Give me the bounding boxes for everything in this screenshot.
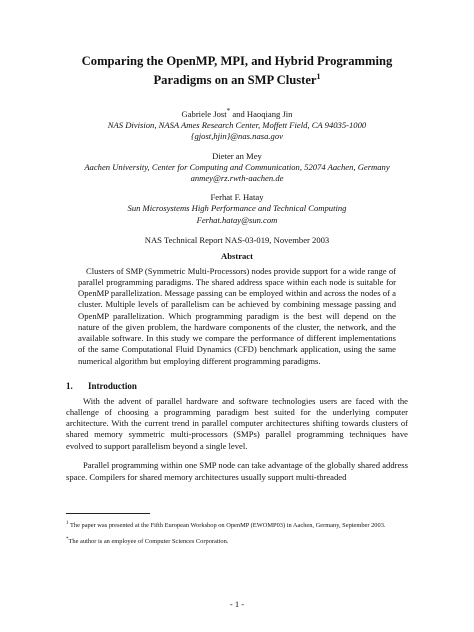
author-footnote-mark: * [226,107,231,116]
body-paragraph: With the advent of parallel hardware and software technologies users are faced with the challenge of choosing a programming paradigm best suited for the underlying computer architecture. With the current trend in parallel computer architectures shifting towards clusters of shared memory symmetric multi-processors (SMPs) parallel programming techniques have evolved to support parallelism beyond a single level. [66,395,408,451]
footnote-mark: 1 [66,520,69,526]
paper-title [66,0,408,88]
title-line-2: Paradigms on an SMP Cluster [153,73,317,88]
report-number: NAS Technical Report NAS-03-019, November 2003 [144,234,330,245]
author-email: Ferhat.hatay@sun.com [196,214,278,225]
author-email: {gjost,hjin}@nas.nasa.gov [191,131,283,142]
author-block [66,192,408,226]
footnote-mark: * [66,537,69,543]
author-block [66,106,408,142]
abstract-text: Clusters of SMP (Symmetric Multi-Processors) nodes provide support for a wide range of parallel programming paradigms. The shared address space within each node is suitable for OpenMP parallelization. Message passing can be employed within and across the nodes of a cluster. Multiple levels of parallelism can be achieved by combining message passing and OpenMP parallelization. Which programming paradigm is the best will depend on the nature of the given problem, the hardware components of the cluster, the network, and the available software. In this study we compare the performance of different implementations of the same Computational Fluid Dynamics (CFD) benchmark application, using the same numerical algorithm but employing different programming paradigms. [78,265,396,366]
author-affiliation: NAS Division, NASA Ames Research Center, Moffett Field, CA 94035-1000 [107,120,367,131]
author-names [66,106,408,120]
footnote-text: The author is an employee of Computer Sciences Corporation. [68,538,229,546]
page-number: - 1 - [229,599,245,609]
author-name: Gabriele Jost [181,109,227,120]
author-name: Ferhat F. Hatay [210,192,264,203]
author-block [66,151,408,185]
title-line-1: Comparing the OpenMP, MPI, and Hybrid Programming [81,54,393,68]
abstract-heading: Abstract [221,250,253,261]
author-name: and Haoqiang Jin [230,109,293,120]
author-name: Dieter an Mey [212,150,262,161]
section-title: Introduction [88,380,137,391]
section-number: 1. [66,380,73,391]
author-affiliation: Sun Microsystems High Performance and Technical Computing [127,203,347,214]
body-paragraph: Parallel programming within one SMP node can take advantage of the globally shared address space. Compilers for shared memory architectures usually support multi-threaded [66,460,408,482]
author-list [66,106,408,226]
author-email: anmey@rz.rwth-aachen.de [190,173,284,184]
footnote-text: The paper was presented at the Fifth European Workshop on OpenMP (EWOMP03) in Aachen, Germany, September 2003. [68,521,386,529]
author-affiliation: Aachen University, Center for Computing and Communication, 52074 Aachen, Germany [84,161,390,172]
section-heading [66,381,408,391]
footnote [66,536,408,547]
footnote [66,520,408,531]
footnote-divider [66,513,150,514]
title-footnote-mark: 1 [316,72,321,81]
